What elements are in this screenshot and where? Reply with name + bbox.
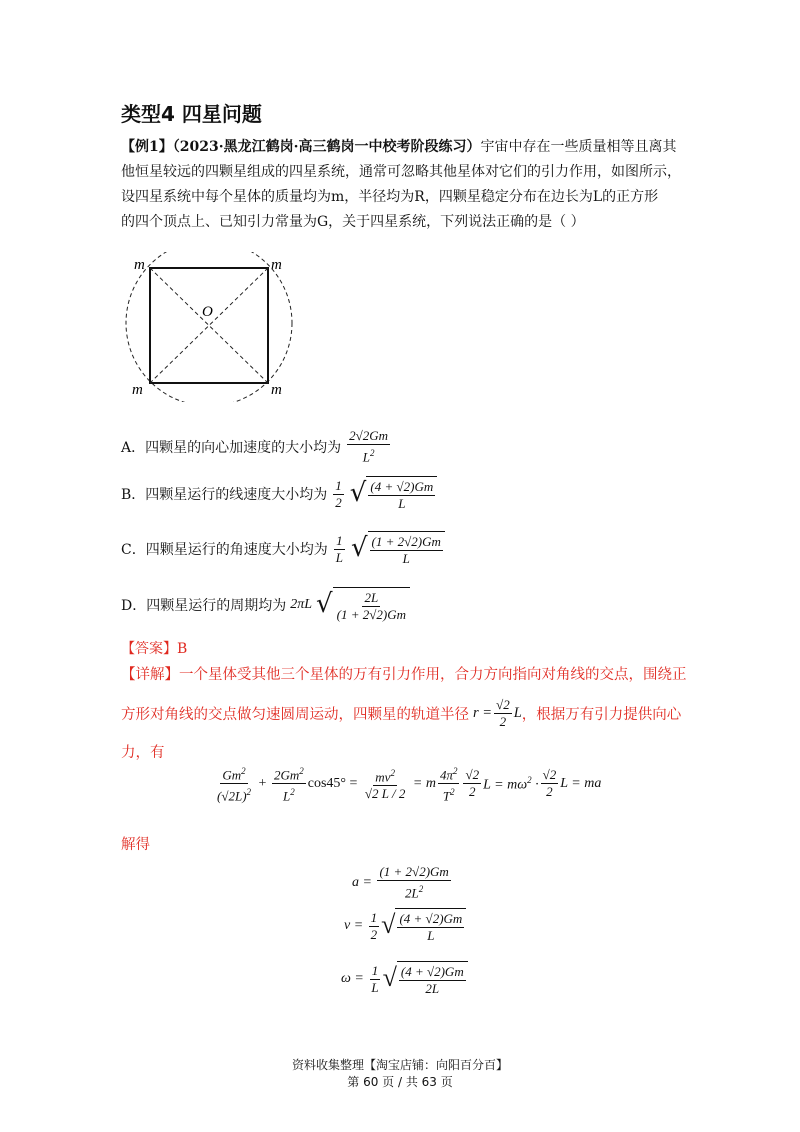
mass-label-br: m bbox=[271, 382, 282, 398]
mass-label-tl: m bbox=[134, 257, 145, 273]
option-d[interactable]: D．四颗星运行的周期均为 2πL √ $\frac{2L}{(1 + 2√2)Gm}$ bbox=[121, 587, 410, 623]
result-omega: ω = $\frac{1}{L}$ √ $\frac{(4 + √2)Gm}{2L}$ bbox=[341, 961, 468, 997]
question-source: （2023·黑龙江鹤岗·高三鹤岗一中校考阶段练习） bbox=[172, 139, 481, 155]
result-a: a = $\frac{(1 + 2√2)Gm}{2L^2}$ bbox=[352, 864, 449, 901]
option-c-formula: √ $\frac{(1 + 2√2)Gm}{L}$ bbox=[351, 531, 445, 567]
option-a-formula: $\frac{2√2Gm}{L^2}$ bbox=[349, 428, 389, 465]
question-line-2: 他恒星较远的四颗星组成的四星系统，通常可忽略其他星体对它们的引力作用，如图所示， bbox=[121, 164, 681, 180]
page-number: 第 60 页 / 共 63 页 bbox=[347, 1075, 453, 1089]
question-line-3: 设四星系统中每个星体的质量均为m，半径均为R，四颗星稳定分布在边长为L的正方形 bbox=[121, 189, 659, 205]
option-c[interactable]: C．四颗星运行的角速度大小均为 $\frac{1}{L}$ √ $\frac{(1 + 2√2)Gm}{L}$ bbox=[121, 531, 445, 567]
answer-value: B bbox=[177, 641, 188, 657]
detail-line-3: 力，有 bbox=[121, 745, 165, 761]
solve-label: 解得 bbox=[121, 837, 150, 853]
question-line-4: 的四个顶点上、已知引力常量为G，关于四星系统，下列说法正确的是（ ） bbox=[121, 214, 585, 230]
answer: 【答案】B bbox=[121, 641, 188, 657]
option-a[interactable]: A．四颗星的向心加速度的大小均为 $\frac{2√2Gm}{L^2}$ bbox=[121, 428, 389, 465]
option-b[interactable]: B．四颗星运行的线速度大小均为 $\frac{1}{2}$ √ $\frac{(4 + √2)Gm}{L}$ bbox=[121, 476, 437, 512]
mass-label-tr: m bbox=[271, 257, 282, 273]
mass-label-bl: m bbox=[132, 382, 143, 398]
result-v: v = $\frac{1}{2}$ √ $\frac{(4 + √2)Gm}{L}$ bbox=[344, 908, 466, 944]
footer-source: 资料收集整理【淘宝店铺：向阳百分百】 bbox=[291, 1058, 508, 1072]
center-label: O bbox=[202, 304, 213, 320]
option-d-formula: √ $\frac{2L}{(1 + 2√2)Gm}$ bbox=[316, 587, 410, 623]
question-text bbox=[121, 135, 681, 235]
question-line-1: 宇宙中存在一些质量相等且离其 bbox=[480, 139, 677, 155]
option-b-formula: √ $\frac{(4 + √2)Gm}{L}$ bbox=[350, 476, 437, 512]
detail-line-1: 【详解】一个星体受其他三个星体的万有引力作用，合力方向指向对角线的交点，围绕正 bbox=[121, 667, 687, 683]
main-equation: $\frac{Gm^2}{(√2L)^2}$ + $\frac{2Gm^2}{L^2}$ cos45° = $\frac{mv^2}{√2 L / 2}$ = m $\frac{4\pi^2}{T^2}$ $\frac{√2}{2}$ $L = m\omega^2$ · $\frac{√2}{2}$ L = ma bbox=[213, 763, 601, 805]
four-star-figure bbox=[118, 252, 308, 402]
detail-line-2: 方形对角线的交点做匀速圆周运动，四颗星的轨道半径 r = $\frac{√2}{2}$ L ，根据万有引力提供向心 bbox=[121, 697, 682, 729]
question-label: 【例1】 bbox=[121, 139, 173, 155]
section-title: 类型4 四星问题 bbox=[121, 102, 262, 126]
